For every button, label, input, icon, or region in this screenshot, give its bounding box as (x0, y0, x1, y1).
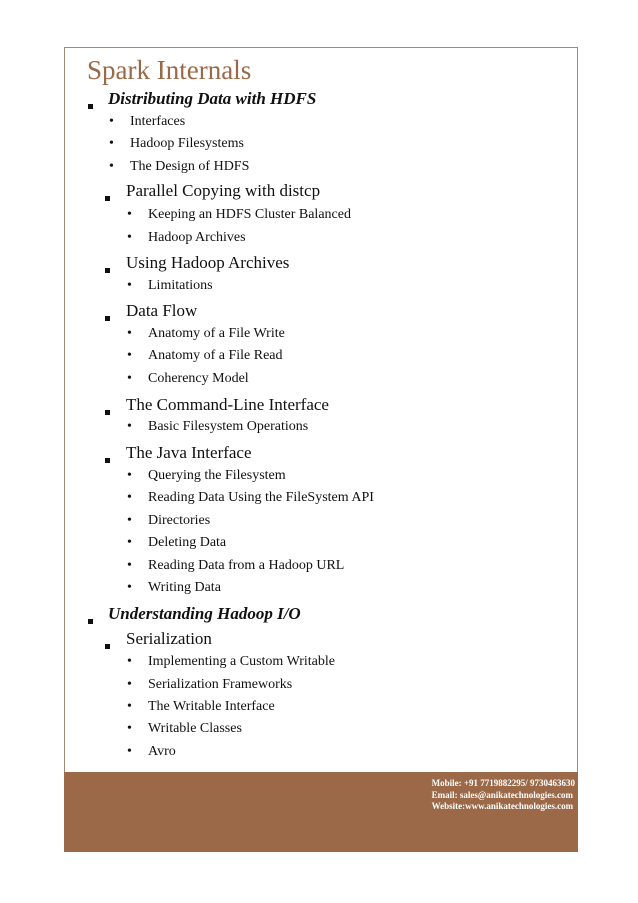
list-item: Writing Data (148, 580, 221, 595)
bullet-dot: • (127, 699, 132, 714)
subsection-heading: The Java Interface (126, 443, 252, 462)
bullet-dot: • (127, 535, 132, 550)
list-item: Hadoop Filesystems (130, 136, 244, 151)
section-heading: Understanding Hadoop I/O (108, 604, 301, 623)
list-item: Limitations (148, 278, 213, 293)
list-item: Anatomy of a File Read (148, 348, 283, 363)
bullet-dot: • (127, 230, 132, 245)
bullet-dot: • (127, 419, 132, 434)
list-item: Serialization Frameworks (148, 677, 293, 692)
subsection-bullet (105, 410, 110, 415)
list-item: Implementing a Custom Writable (148, 654, 335, 669)
bullet-dot: • (127, 558, 132, 573)
list-item: Reading Data Using the FileSystem API (148, 490, 374, 505)
bullet-dot: • (127, 513, 132, 528)
contact-website[interactable]: Website:www.anikatechnologies.com (431, 801, 574, 811)
subsection-bullet (105, 316, 110, 321)
contact-mobile: Mobile: +91 7719882295/ 9730463630 (431, 778, 575, 788)
bullet-dot: • (127, 654, 132, 669)
list-item: Querying the Filesystem (148, 468, 286, 483)
list-item: Directories (148, 513, 211, 528)
section-heading: Distributing Data with HDFS (108, 89, 317, 108)
list-item: Interfaces (130, 114, 186, 129)
subsection-bullet (105, 644, 110, 649)
list-item: Reading Data from a Hadoop URL (148, 558, 345, 573)
list-item: Writable Classes (148, 721, 242, 736)
list-item: Basic Filesystem Operations (148, 419, 309, 434)
footer-band (64, 772, 578, 852)
bullet-dot: • (127, 348, 132, 363)
bullet-dot: • (109, 159, 114, 174)
bullet-dot: • (127, 721, 132, 736)
bullet-dot: • (127, 580, 132, 595)
bullet-dot: • (127, 326, 132, 341)
bullet-dot: • (127, 371, 132, 386)
contact-email[interactable]: Email: sales@anikatechnologies.com (431, 789, 573, 800)
subsection-bullet (105, 458, 110, 463)
bullet-dot: • (109, 114, 114, 129)
bullet-dot: • (127, 278, 132, 293)
bullet-dot: • (127, 677, 132, 692)
list-item: Anatomy of a File Write (148, 326, 285, 341)
page-title: Spark Internals (87, 55, 252, 85)
list-item: The Design of HDFS (130, 159, 250, 174)
bullet-dot: • (109, 136, 114, 151)
subsection-heading: Serialization (126, 629, 212, 648)
subsection-heading: The Command-Line Interface (126, 395, 329, 414)
bullet-dot: • (127, 468, 132, 483)
list-item: Deleting Data (148, 535, 227, 550)
list-item: Keeping an HDFS Cluster Balanced (148, 207, 351, 222)
contact-info (432, 778, 575, 813)
list-item: Avro (148, 744, 176, 759)
bullet-dot: • (127, 490, 132, 505)
subsection-heading: Using Hadoop Archives (126, 253, 290, 272)
bullet-dot: • (127, 744, 132, 759)
list-item: Coherency Model (148, 371, 249, 386)
subsection-bullet (105, 196, 110, 201)
subsection-heading: Parallel Copying with distcp (126, 181, 321, 200)
bullet-dot: • (127, 207, 132, 222)
list-item: Hadoop Archives (148, 230, 246, 245)
subsection-bullet (105, 268, 110, 273)
section-bullet (88, 104, 93, 109)
section-bullet (88, 619, 93, 624)
list-item: The Writable Interface (148, 699, 275, 714)
subsection-heading: Data Flow (126, 301, 198, 320)
